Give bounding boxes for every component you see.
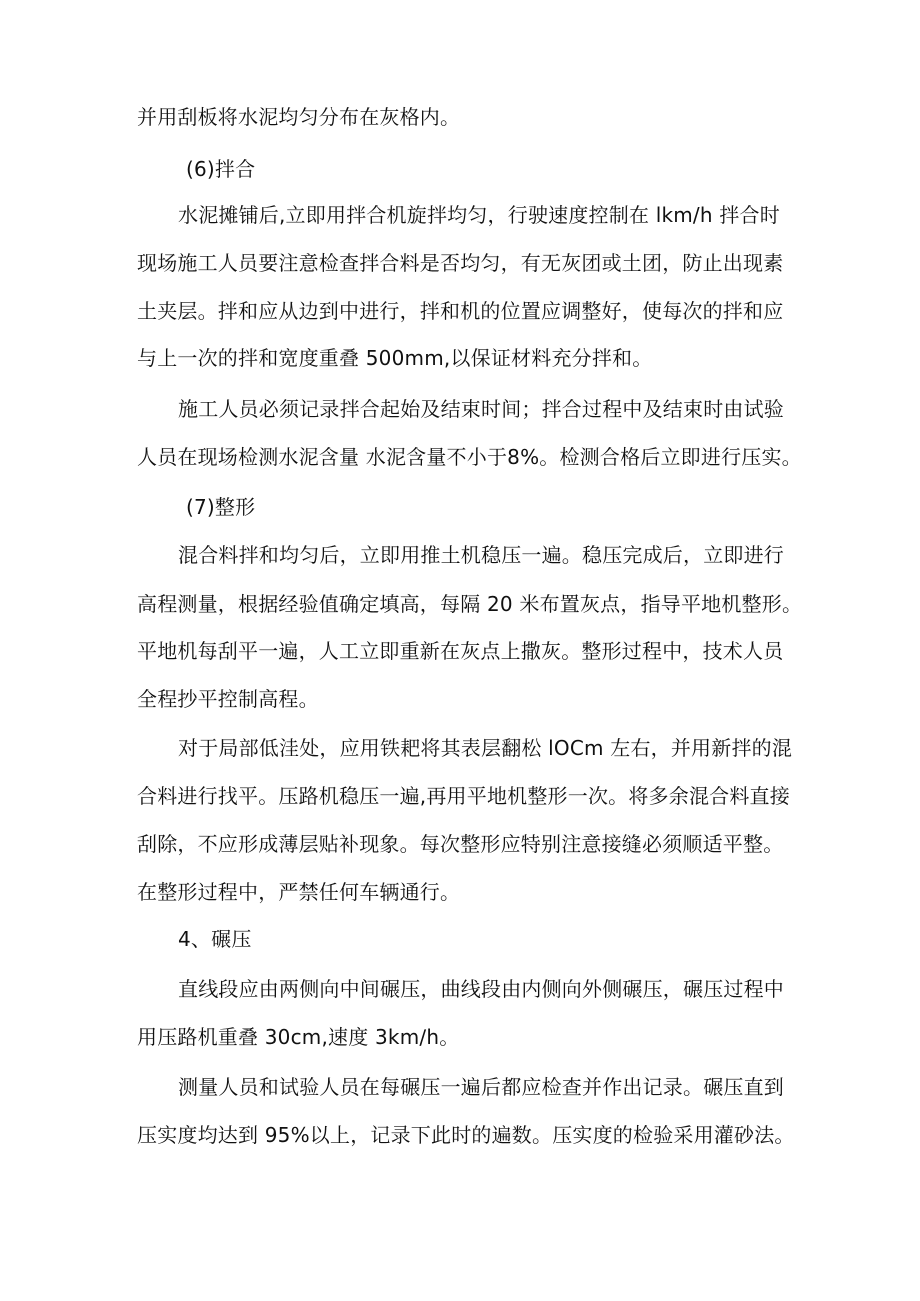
paragraph-line: 压实度均达到 95%以上，记录下此时的遍数。压实度的检验采用灌砂法。	[137, 1123, 795, 1147]
paragraph-line: 混合料拌和均匀后，立即用推土机稳压一遍。稳压完成后，立即进行	[178, 543, 784, 567]
paragraph-line: 用压路机重叠 30cm,速度 3km∕h。	[137, 1025, 460, 1049]
paragraph-line: 刮除，不应形成薄层贴补现象。每次整形应特别注意接缝必须顺适平整。	[137, 832, 784, 856]
paragraph-line: 在整形过程中，严禁任何车辆通行。	[137, 880, 461, 904]
paragraph-line: 测量人员和试验人员在每碾压一遍后都应检查并作出记录。碾压直到	[178, 1075, 784, 1099]
paragraph-line: 全程抄平控制高程。	[137, 687, 319, 711]
paragraph-line: 合料进行找平。压路机稳压一遍,再用平地机整形一次。将多余混合料直接	[137, 784, 790, 808]
paragraph-line: 施工人员必须记录拌合起始及结束时间；拌合过程中及结束时由试验	[178, 397, 784, 421]
paragraph-line: 直线段应由两侧向中间碾压，曲线段由内侧向外侧碾压，碾压过程中	[178, 977, 784, 1001]
section-heading: (6)拌合	[186, 157, 256, 181]
paragraph-line: 并用刮板将水泥均匀分布在灰格内。	[137, 105, 461, 129]
paragraph-line: 平地机每刮平一遍，人工立即重新在灰点上撒灰。整形过程中，技术人员	[137, 639, 784, 663]
paragraph-line: 现场施工人员要注意检查拌合料是否均匀，有无灰团或土团，防止出现素	[137, 251, 784, 275]
paragraph-line: 高程测量，根据经验值确定填高，每隔 20 米布置灰点，指导平地机整形。	[137, 592, 803, 616]
section-heading: 4、碾压	[178, 927, 252, 951]
paragraph-line: 人员在现场检测水泥含量 水泥含量不小于8%。检测合格后立即进行压实。	[137, 445, 802, 469]
paragraph-line: 土夹层。拌和应从边到中进行，拌和机的位置应调整好，使每次的拌和应	[137, 299, 784, 323]
paragraph-line: 与上一次的拌和宽度重叠 500mm,以保证材料充分拌和。	[137, 346, 653, 370]
section-heading: (7)整形	[186, 495, 256, 519]
paragraph-line: 对于局部低洼处，应用铁耙将其表层翻松 lOCm 左右，并用新拌的混	[178, 736, 793, 760]
paragraph-line: 水泥摊铺后,立即用拌合机旋拌均匀，行驶速度控制在 lkm/h 拌合时	[178, 203, 780, 227]
